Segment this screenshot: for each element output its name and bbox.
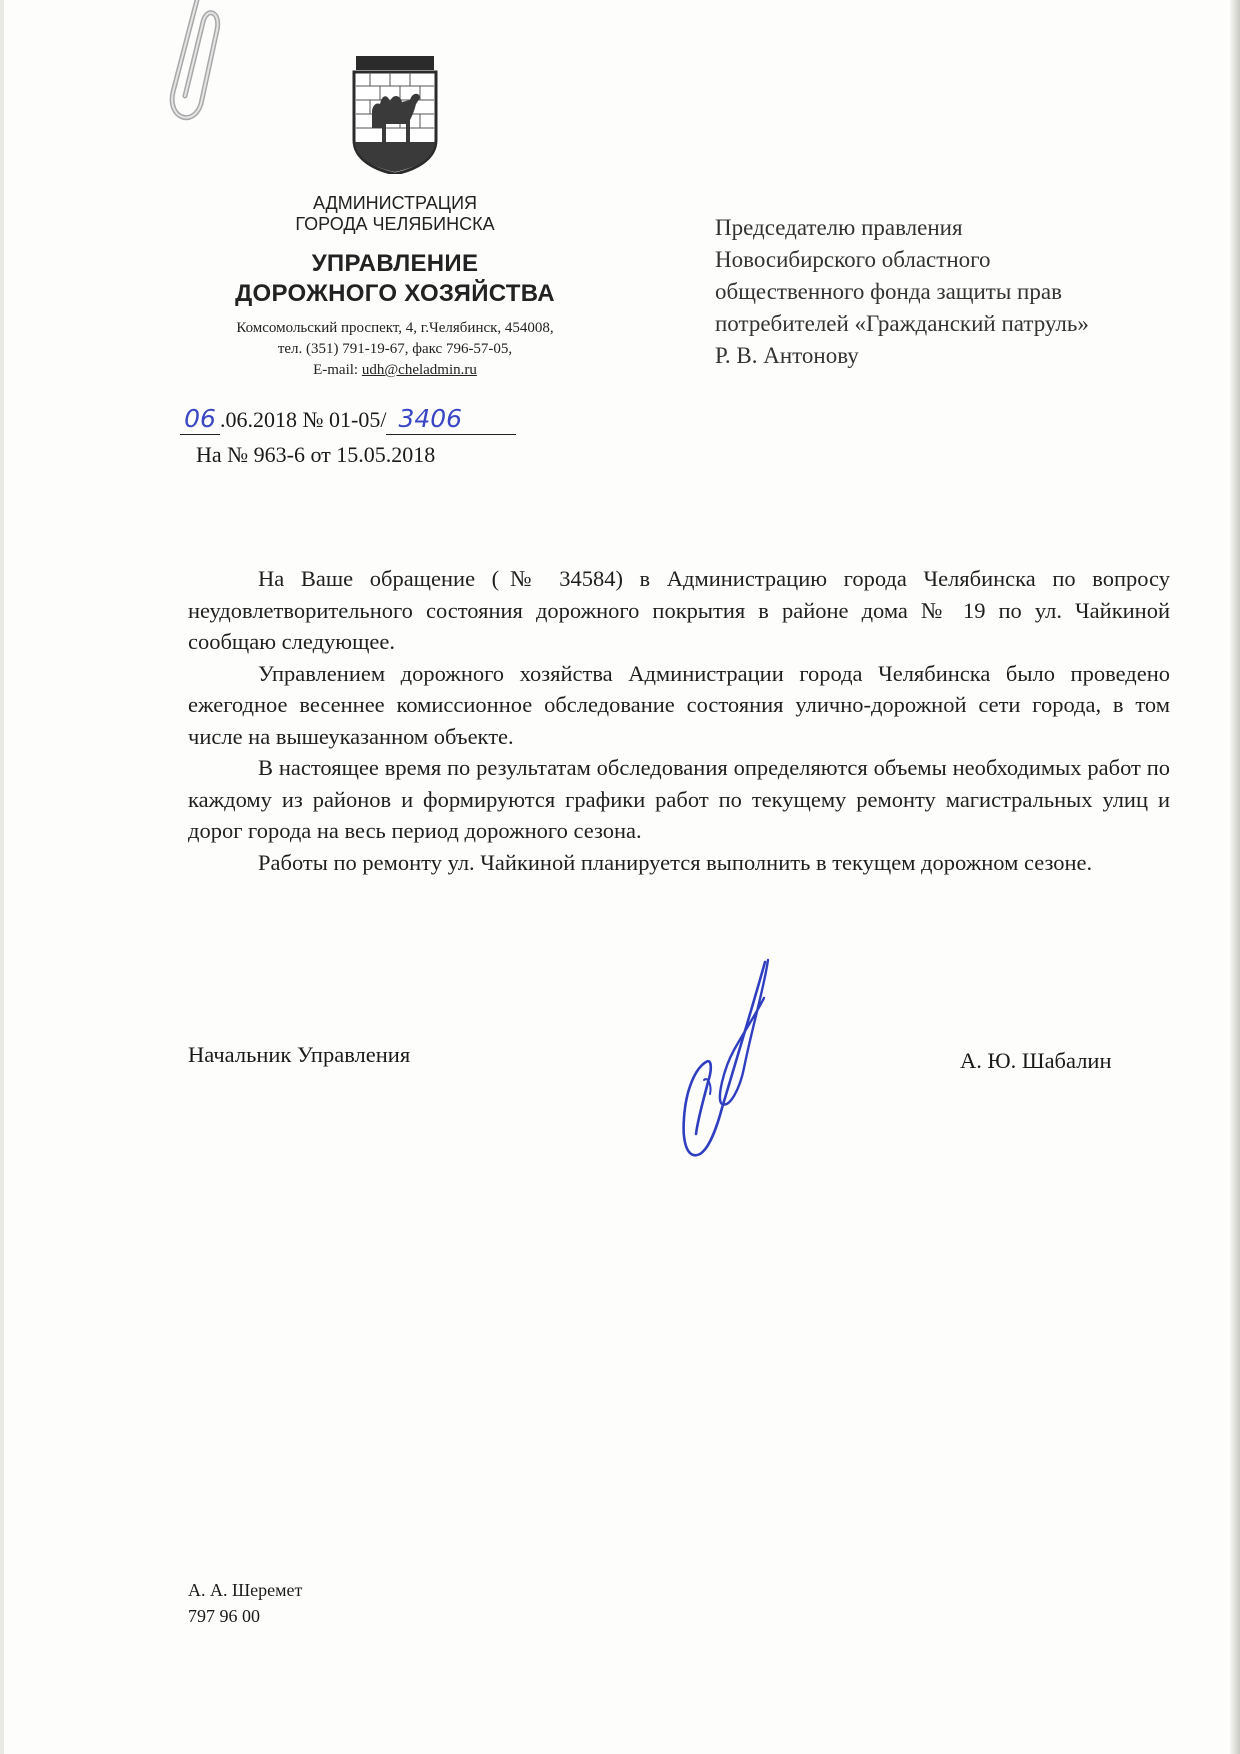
body-paragraph-1: На Ваше обращение (№ 34584) в Администрацию города Челябинска по вопросу неудовлетворительного состояния дорожного покрытия в районе дома № 19 по ул. Чайкиной сообщаю следующее. xyxy=(188,566,1170,654)
executor-name: А. А. Шеремет xyxy=(188,1580,303,1600)
admin-line-1: АДМИНИСТРАЦИЯ xyxy=(312,193,478,213)
email-link[interactable]: udh@cheladmin.ru xyxy=(361,362,477,378)
letterhead-phone: тел. (351) 791-19-67, факс 796-57-05, xyxy=(277,341,513,357)
body-paragraph-3: В настоящее время по результатам обследования определяются объемы необходимых работ по каждому из районов и формируются графики работ по текущему ремонту магистральных улиц и дорог города на весь период дорожного сезона. xyxy=(188,755,1170,843)
addressee-line-3: общественного фонда защиты прав xyxy=(715,279,1062,304)
handwritten-number: 3406 xyxy=(386,404,516,435)
executor-block xyxy=(188,1577,302,1629)
letterhead-address: Комсомольский проспект, 4, г.Челябинск, 454008, xyxy=(236,320,554,336)
email-label: E-mail: xyxy=(313,362,362,378)
addressee-line-5: Р. В. Антонову xyxy=(715,343,859,368)
letterhead-email-line xyxy=(180,360,610,381)
admin-line-2: ГОРОДА ЧЕЛЯБИНСКА xyxy=(295,214,495,234)
signatory-name: А. Ю. Шабалин xyxy=(960,1048,1112,1073)
signatory-title: Начальник Управления xyxy=(188,1042,411,1067)
coat-of-arms-icon xyxy=(350,56,440,174)
letterhead-contacts xyxy=(180,318,610,381)
handwritten-day: 06 xyxy=(180,404,220,435)
body-paragraph-4: Работы по ремонту ул. Чайкиной планируется выполнить в текущем дорожном сезоне. xyxy=(258,849,1093,875)
letterhead-admin xyxy=(200,193,590,235)
addressee-line-1: Председателю правления xyxy=(715,215,963,240)
letterhead-department xyxy=(200,249,590,309)
registration-date-number: .06.2018 № 01-05/ xyxy=(220,407,387,432)
page-edge-left xyxy=(0,0,4,1754)
dept-line-1: УПРАВЛЕНИЕ xyxy=(311,250,479,277)
page-edge-shadow xyxy=(1230,0,1240,1754)
handwritten-signature xyxy=(660,958,780,1158)
dept-line-2: ДОРОЖНОГО ХОЗЯЙСТВА xyxy=(235,280,555,307)
addressee-line-4: потребителей «Гражданский патруль» xyxy=(715,311,1089,336)
addressee-block xyxy=(715,212,1185,372)
body-paragraph-2: Управлением дорожного хозяйства Администрации города Челябинска было проведено ежегодное весеннее комиссионное обследование состояния улично-дорожной сети города, в том числе на вышеуказанном объекте. xyxy=(188,660,1170,749)
addressee-line-2: Новосибирского областного xyxy=(715,247,991,272)
executor-phone: 797 96 00 xyxy=(188,1606,260,1626)
letter-body xyxy=(188,563,1170,878)
registration-line xyxy=(180,404,516,435)
paperclip-icon xyxy=(155,0,245,135)
reference-line: На № 963-6 от 15.05.2018 xyxy=(196,442,436,467)
